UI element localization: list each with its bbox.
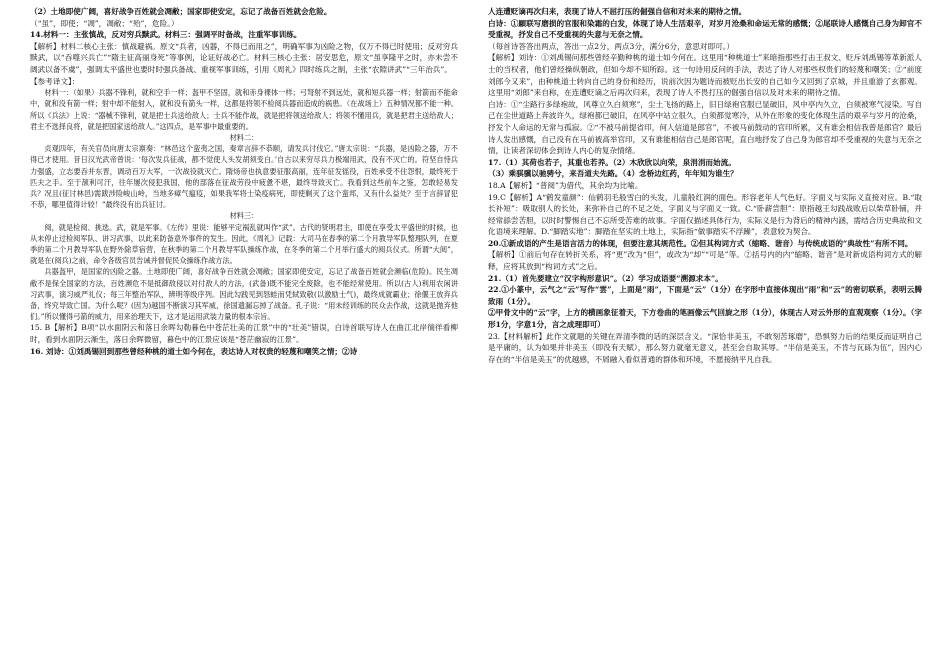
q16-bai-poem: 白诗：①願联写磨损的官服和染霜的白发，体现了诗人生活艰辛，对岁月沧桑和命运无常的感慨；②尾联诗人感慨自己身为卸官不受重视，抒发自己不受重视的失意与无奈之情。 xyxy=(488,18,922,40)
left-column xyxy=(30,6,458,357)
q19-answer: 19.C【解析】A“鹤发童颜”：仙鹤羽毛般雪白的头发，儿童般红润的面色。形容老年人气色好。字面义与实际义直接对应。B.“取长补短”：吸取别人的长处，来弥补自己的不足之处，字面义与字面义一致。C.“卧薪尝胆”：原指越王勾践战败后以柴草卧铺，并经常舔尝苦胆，以时时警惕自己不忘所受苦难的故事。字面仅描述具体行为，实际义是行为背后的精神内涵，需结合历史典故和文化语境来理解。D.“脚踏实地”：脚踏在坚实的土地上，实际指“做事踏实不浮躁”，表意较为契合。 xyxy=(488,192,922,237)
q21-answer: 21.（1）首先要建立“汉字构形意识”。（2）学习成语要“溯源求本”。 xyxy=(488,273,723,283)
q16-answer-start: 16. 刘诗：①刘禹锡回到那些曾经种桃的道士如今何在，表达诗人对权贵的轻蔑和嘲笑之情；②诗 xyxy=(30,346,358,356)
material-1-translation: 材料一：（如果）兵器不锋利，就和空手一样；盔甲不坚固，就和赤身裸体一样；弓弩射不到远处，就和短兵器一样；射箭而不能命中，就和没有箭一样；射中却不能射入，就和没有箭头一样，这都是将领不检阅兵器而造成的祸患。（在战场上）五种情况都不能一种。所以《兵法》上说：“器械不锋利，就是把士兵送给敌人；士兵不能作战，就是把将领送给敌人；将领不懂用兵，就是把君主送给敌人；君主不选择良将，就是把国家送给敌人。”这四点，是军事中最重要的。 xyxy=(30,88,458,131)
reference-translation-title: 【参考译文】： xyxy=(30,76,80,86)
q15-answer: 15. B【解析】B项“以水面阴云和落日余晖勾勒暮色中苍茫壮美的江景”中的“壮美”错误，白诗首联写诗人在曲江北岸徜徉看柳时，看到水面阴云渐生，落日余晖微留，暮色中的江景应该是“苍茫幽寂的江景”。 xyxy=(30,323,458,345)
q16-scoring: （每首诗答答出两点，答出一点2分，两点3分，满分6分，意思对即可。） xyxy=(488,41,735,51)
material-2-translation: 贞观四年，有关官员向唐太宗禀奏：“林邑这个蛮夷之国，奏章言辞不恭顺，请发兵讨伐它。”唐太宗说：“兵器，是凶险之器，万不得已才使用。昔日汉光武帝曾说：‘每次发兵征战，都不觉使人头发胡须变白。’自古以来穷尽兵力极端用武，没有不灭亡的。符坚自恃兵力强盛，立志要吞并东晋，调动百万大军，一次战役就灭亡。隋炀帝也执意要征服高丽，连年征发徭役，百姓承受不住怨恨，最终死于匹夫之手。至于颉利可汗，往年屡次侵犯我国，他的部落在征战劳役中疲惫不堪，最终导致灭亡。我看到这些前车之鉴，怎敢轻易发兵？况且(征讨林邑)需跋涉险峻山岭，当地多瘴气瘟疫，如果我军将士染疫病死，即使剿灭了这个蛮邦，又有什么益处？至于言辞冒犯不恭，哪里值得计较！”最终没有出兵征讨。 xyxy=(30,144,458,210)
q14-analysis: 【解析】材料二核心主张：慎战避祸。原文“兵者，凶器，不得已而用之”，明确军事为凶险之物，仅万不得已时使用；反对穷兵黩武，以“吞噬兴兵亡”“隋主征高丽身死”等事例，论证好战必亡。材料三核心主张：居安思危，原文“虽享隆平之时，亦未尝不阔武以备不虞”，强调太平盛世也要时时强兵备战、重视军事训练，引用《周礼》四时练兵之制，主张“农隙讲武”“三年治兵”。 xyxy=(30,41,458,74)
material-3-translation-2: 兵器盔甲，是国家的凶险之器。土地即使广阔，喜好战争百姓就会凋敝；国家即使安定，忘记了战备百姓就会濒临(危险)。民生凋敝不是保全国家的方法，百姓濒危不是抵御敌侵以对付敌人的方法，(武备)既不能完全废除，也不能经常使用。所以(古人)利用农闲讲习武事，演习威严礼仪；每三年整治军队，辨明等级序列。因此勾践见到怒蛙而凭轼致敬(以激励士气)，最终成就霸业；徐偃王放弃兵备，终究导致亡国。为什么呢？(因为)越国不断演习其军威，徐国遗漏忘掉了战备。孔子说：“用未经训练的民众去作战，这就是抛弃他们。”所以懂得弓箭的威力，用来治理天下，这才是运用武装力量的根本宗旨。 xyxy=(30,267,458,322)
q18-answer: 18.A【解析】“普阅”为借代，其余均为比喻。 xyxy=(488,180,643,190)
right-column xyxy=(488,6,922,365)
word-notes: （“虽”，即使；“凋”，凋敝；“殆”，危险。） xyxy=(30,18,179,28)
q14-heading: 14.材料一：主张慎战，反对穷兵黩武。材料三：强调平时备战，注重军事训练。 xyxy=(30,30,302,40)
q23-analysis: 23.【材料解析】此作文就题的关键在弄清李微的话的深层含义。“深恰非美玉，不敢刻苦琢磨”，恐惧努力后的结果反而证明自己是平庸的，认为如果并非美玉（即没有天赋），那么努力就毫无意义，甚至会自取其辱。“半信是美玉，不肯与瓦砾为伍”，因内心存在的“半信是美玉”的优越感，不屑融入看似普通的群体和环境，不愿接纳平凡自我。 xyxy=(488,331,922,364)
q17-answer-1: 17.（1）其荷也若子，其重也若养。（2）木欣欣以向荣，泉涓涓而始流。 xyxy=(488,157,736,167)
material-3-title: 材料三： xyxy=(229,211,259,221)
translation-line: （2）土地即使广阔，喜好战争百姓就会凋敝；国家即使安定，忘记了战备百姓就会危险。 xyxy=(30,7,332,16)
q16-answer-cont: 人连遭贬谪再次归来，表现了诗人不屈打压的倔强自信和对未来的期待之情。 xyxy=(488,7,747,16)
material-3-translation-1: 阅，就是检阅、挑选。武，就是军事。《左传》里说：能够平定祸乱就叫作“武”。古代的贤明君主，即使在享受太平盛世的时候，也从未停止过检阅军队、讲习武事，以此来防备意外事件的发生。因此，《周礼》记载：大司马在春季的第二个月教导军队整理队列，在夏季的第二个月教导军队在野外除草宿营，在秋季的第二个月教导军队操练作战，在冬季的第二个月举行盛大的阅兵仪式。所谓“大阅”，就是在(阅兵)之前，命令各级官员告诫并督促民众操练作战方法。 xyxy=(30,222,458,266)
material-2-title: 材料二： xyxy=(229,132,259,142)
q22-answer-2: ②甲骨文中的“云”字，上方的横画象征着天，下方卷曲的笔画像云气回旋之形（1分），体现古人对云外形的直观观察（1分）。（字形1分，字意1分，言之成理即可） xyxy=(488,308,922,330)
q16-analysis-bai: 白诗：①“尘路行多绿袍故，风尊立久白须寒”，尘土飞扬的路上，旧日绿袍官服已显破旧，风中亭内久立，白须被寒气浸染。写自己在尘世道路上奔波许久，绿袍都已破旧，在风亭中站立很久，白须都觉寒冷，从外在形象的变化体现生活的艰辛与岁月的沧桑，抒发个人命运的无常与孤寂。②“不被马前提省印，何人信道是郎官”，不被马前鼓动的官印所累，又有谁会相信我曾是郎官？最后诗人发出感慨，自己没有在马前被高举官印，又有谁能相信自己是郎官呢，直白地抒发了自己身为郎官却不受重视的失意与无奈之情，让读者深切体会到诗人内心的复杂情绪。 xyxy=(488,99,922,156)
q16-analysis-liu: 【解析】刘诗：①刘禹锡问那些曾经辛勤种桃的道士如今何在。这里用“种桃道士”来暗指那些打击王叔文、贬斥刘禹锡等革新派人士的当权者，他们曾经操纵朝政，但如今却不知所踪。这一句诗用反问的手法，表达了诗人对那些权贵们的轻蔑和嘲笑；②“前度刘郎今又来”，由种桃道士转向自己的身份和经历，说前次因为题诗而被贬出长安的自己如今又回到了京城，并且重游了玄都观。这里用“刘郎”来自称，在连遭贬谪之后再次归来，表现了诗人不畏打压的倔强自信以及对未来的期待之情。 xyxy=(488,53,922,98)
q20-answer: 20.①新成语的产生是语言活力的体现，但要注意其规范性。②但其构词方式（缩略、谐音）与传统成语的“典故性”有所不同。 xyxy=(488,238,913,248)
q20-analysis: 【解析】①前后句存在转折关系，将“更”改为“但”，或改为“却”“可是”等。②括号内的内“缩略、谐音”是对新成语构词方式的解释，应将其放到“构词方式”之后。 xyxy=(488,250,922,272)
q22-answer-1: 22.①小篆中，云气之“云”写作“雲”，上面是“雨”，下面是“云”（1分）在字形中直接体现出“雨”和“云”的密切联系，表明云腾致雨（1分）。 xyxy=(488,285,922,306)
q17-answer-2: （3）乘骐骥以驰骋兮，来吾道夫先路。（4）念桥边红药，年年知为谁生？ xyxy=(488,169,738,179)
